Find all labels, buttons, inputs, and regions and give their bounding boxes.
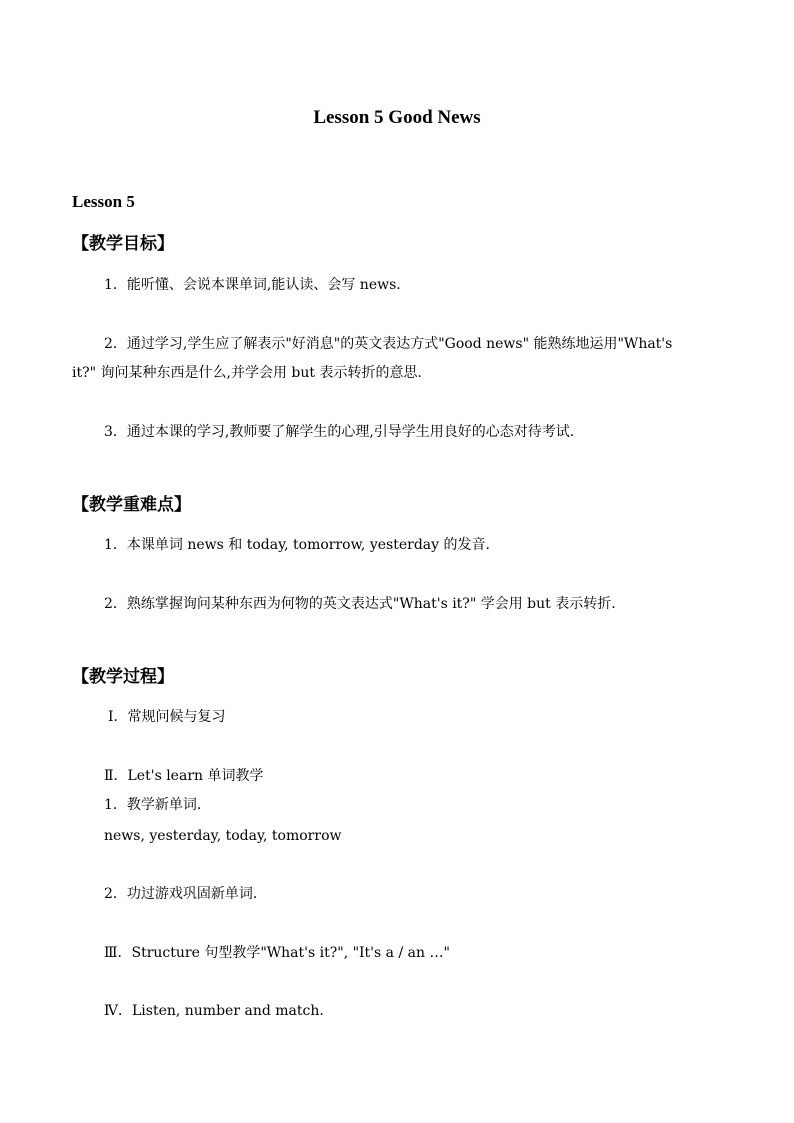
process-step-4: Ⅳ．Listen, number and match.: [104, 1003, 324, 1019]
process-step-2-item-1: 1．教学新单词.: [104, 797, 202, 813]
process-heading: 【教学过程】: [72, 667, 174, 687]
key-point-item-2: 2．熟练掌握询问某种东西为何物的英文表达式"What's it?" 学会用 but 表示转折.: [104, 596, 616, 612]
objectives-heading: 【教学目标】: [72, 234, 174, 254]
key-points-heading: 【教学重难点】: [72, 495, 191, 515]
document-title: Lesson 5 Good News: [313, 107, 481, 128]
process-step-3: Ⅲ．Structure 句型教学"What's it?", "It's a / an …": [104, 945, 450, 961]
objective-item-2-line-2: it?" 询问某种东西是什么,并学会用 but 表示转折的意思.: [72, 365, 422, 381]
process-step-1: Ⅰ．常规问候与复习: [108, 709, 226, 725]
objective-item-3: 3．通过本课的学习,教师要了解学生的心理,引导学生用良好的心态对待考试.: [104, 424, 575, 440]
process-step-2-words: news, yesterday, today, tomorrow: [104, 828, 342, 844]
process-step-2: Ⅱ．Let's learn 单词教学: [104, 768, 264, 784]
objective-item-1: 1．能听懂、会说本课单词,能认读、会写 news.: [104, 277, 401, 293]
process-step-2-item-2: 2．功过游戏巩固新单词.: [104, 886, 258, 902]
lesson-label: Lesson 5: [72, 192, 135, 211]
objective-item-2-line-1: 2．通过学习,学生应了解表示"好消息"的英文表达方式"Good news" 能熟练地运用"What's: [104, 336, 673, 352]
key-point-item-1: 1．本课单词 news 和 today, tomorrow, yesterday 的发音.: [104, 537, 490, 553]
